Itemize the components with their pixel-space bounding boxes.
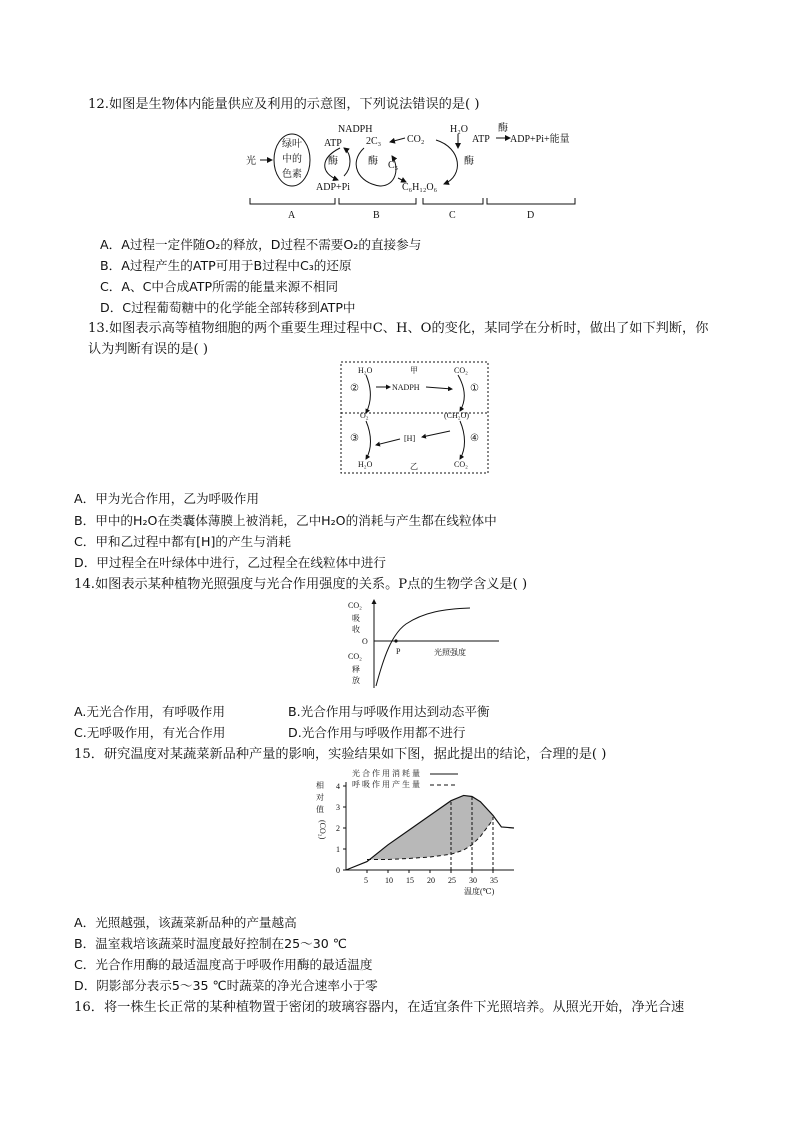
segment-d: D (527, 210, 535, 221)
x-tick-label-5: 5 (364, 876, 368, 885)
jia-label: 甲 (410, 366, 418, 375)
ylabel-char-2: 对 (316, 793, 324, 802)
q14-option-d: D.光合作用与呼吸作用都不进行 (288, 725, 466, 740)
ch2o-label: (CH₂O) (444, 411, 470, 420)
q15-stem: 15．研究温度对某蔬菜新品种产量的影响，实验结果如下图，据此提出的结论，合理的是( ) (74, 747, 607, 762)
q14-option-b: B.光合作用与呼吸作用达到动态平衡 (288, 704, 490, 719)
legend-dash: 呼吸作用产生量 (352, 780, 422, 789)
q13-option-c: C．甲和乙过程中都有[H]的产生与消耗 (74, 534, 291, 549)
h2o-label: H₂O (450, 124, 468, 135)
h-label: [H] (404, 434, 416, 443)
q15-option-a: A．光照越强，该蔬菜新品种的产量越高 (74, 915, 297, 930)
o2-label: O₂ (360, 411, 369, 420)
y-tick-label-2: 2 (336, 824, 340, 833)
x-tick-label-35: 35 (490, 876, 498, 885)
c5-label: C₅ (388, 160, 399, 171)
enzyme1-label: 酶 (328, 156, 338, 167)
n4-label: ④ (470, 433, 479, 444)
q13-process-diagram (340, 361, 490, 475)
q12-energy-diagram (240, 118, 585, 226)
q15-option-b: B．温室栽培该蔬菜时温度最好控制在25～30 ℃ (74, 936, 347, 951)
y-tick-label-3: 3 (336, 803, 340, 812)
ylabel-char-4: (CO₂) (318, 820, 327, 840)
q12-option-b: B．A过程产生的ATP可用于B过程中C₃的还原 (100, 258, 352, 273)
nadph-label: NADPH (338, 124, 373, 135)
absorb-char-1: 吸 (352, 614, 360, 623)
adp-pi-label: ADP+Pi (316, 182, 350, 193)
co2-bottom: CO₂ (454, 460, 468, 469)
x-axis-title: 温度(℃) (464, 887, 495, 896)
legend-solid: 光合作用消耗量 (352, 769, 422, 778)
atp1-label: ATP (324, 138, 342, 149)
segment-a: A (288, 210, 296, 221)
x-axis-label: 光照强度 (434, 648, 466, 657)
segment-b: B (373, 210, 380, 221)
q13-option-d: D．甲过程全在叶绿体中进行，乙过程全在线粒体中进行 (74, 555, 386, 570)
products-label: ADP+Pi+能量 (510, 134, 570, 145)
pigment-line-3: 色素 (282, 169, 302, 180)
absorb-char-2: 收 (352, 625, 360, 634)
atp2-label: ATP (472, 134, 490, 145)
origin-label: O (362, 637, 368, 646)
q13-option-a: A．甲为光合作用，乙为呼吸作用 (74, 491, 259, 506)
q14-light-graph (344, 596, 504, 692)
n1-label: ① (470, 383, 479, 394)
y-tick-label-1: 1 (336, 845, 340, 854)
point-p (394, 639, 397, 642)
q12-option-c: C．A、C中合成ATP所需的能量来源不相同 (100, 279, 339, 294)
x-tick-label-25: 25 (448, 876, 456, 885)
q13-option-b: B．甲中的H₂O在类囊体薄膜上被消耗，乙中H₂O的消耗与产生都在线粒体中 (74, 513, 497, 528)
q16-stem: 16．将一株生长正常的某种植物置于密闭的玻璃容器内，在适宜条件下光照培养。从照光开始，净光合速 (74, 1000, 685, 1015)
c3-label: 2C₃ (366, 136, 382, 147)
enzyme2-label: 酶 (368, 156, 378, 167)
q14-stem: 14.如图表示某种植物光照强度与光合作用强度的关系。P点的生物学含义是( ) (74, 577, 528, 592)
n2-label: ② (350, 383, 359, 394)
ylabel-char-3: 值 (316, 805, 324, 814)
x-tick-label-20: 20 (427, 876, 435, 885)
co2-top: CO₂ (454, 366, 468, 375)
q13-stem-line1: 13.如图表示高等植物细胞的两个重要生理过程中C、H、O的变化，某同学在分析时，做出了如下判断，你 (88, 321, 709, 336)
nadph-label-13: NADPH (392, 383, 420, 392)
pigment-line-2: 中的 (282, 154, 302, 165)
h2o-top: H₂O (358, 366, 373, 375)
x-tick-label-10: 10 (385, 876, 393, 885)
x-tick-label-30: 30 (469, 876, 477, 885)
enzyme3-label: 酶 (464, 156, 474, 167)
q14-option-c: C.无呼吸作用，有光合作用 (74, 725, 226, 740)
q13-stem-line2: 认为判断有误的是( ) (88, 342, 208, 357)
q12-option-a: A．A过程一定伴随O₂的释放，D过程不需要O₂的直接参与 (100, 237, 422, 252)
q15-option-d: D．阴影部分表示5～35 ℃时蔬菜的净光合速率小于零 (74, 978, 378, 993)
n3-label: ③ (350, 433, 359, 444)
glucose-label: C₆H₁₂O₆ (402, 182, 438, 193)
yi-label: 乙 (410, 462, 418, 471)
y-tick-label-0: 0 (336, 866, 340, 875)
enzyme4-label: 酶 (498, 123, 508, 134)
shaded-region (367, 795, 493, 861)
pigment-line-1: 绿叶 (282, 139, 302, 150)
q12-option-d: D．C过程葡萄糖中的化学能全部转移到ATP中 (100, 300, 356, 315)
x-tick-label-15: 15 (406, 876, 414, 885)
co2-absorb-label: CO₂ (348, 601, 362, 610)
y-tick-label-4: 4 (336, 782, 340, 791)
q15-option-c: C．光合作用酶的最适温度高于呼吸作用酶的最适温度 (74, 957, 373, 972)
segment-c: C (449, 210, 456, 221)
light-label: 光 (246, 156, 256, 167)
h2o-bottom: H₂O (358, 460, 373, 469)
q14-option-a: A.无光合作用，有呼吸作用 (74, 704, 225, 719)
co2-label: CO₂ (407, 134, 425, 145)
release-char-2: 放 (352, 676, 360, 685)
q12-stem: 12.如图是生物体内能量供应及利用的示意图，下列说法错误的是( ) (88, 97, 480, 112)
q15-temperature-chart (310, 766, 520, 898)
release-char-1: 释 (352, 665, 360, 674)
point-p-label: P (396, 647, 401, 656)
ylabel-char-1: 相 (316, 781, 324, 790)
co2-release-label: CO₂ (348, 652, 362, 661)
